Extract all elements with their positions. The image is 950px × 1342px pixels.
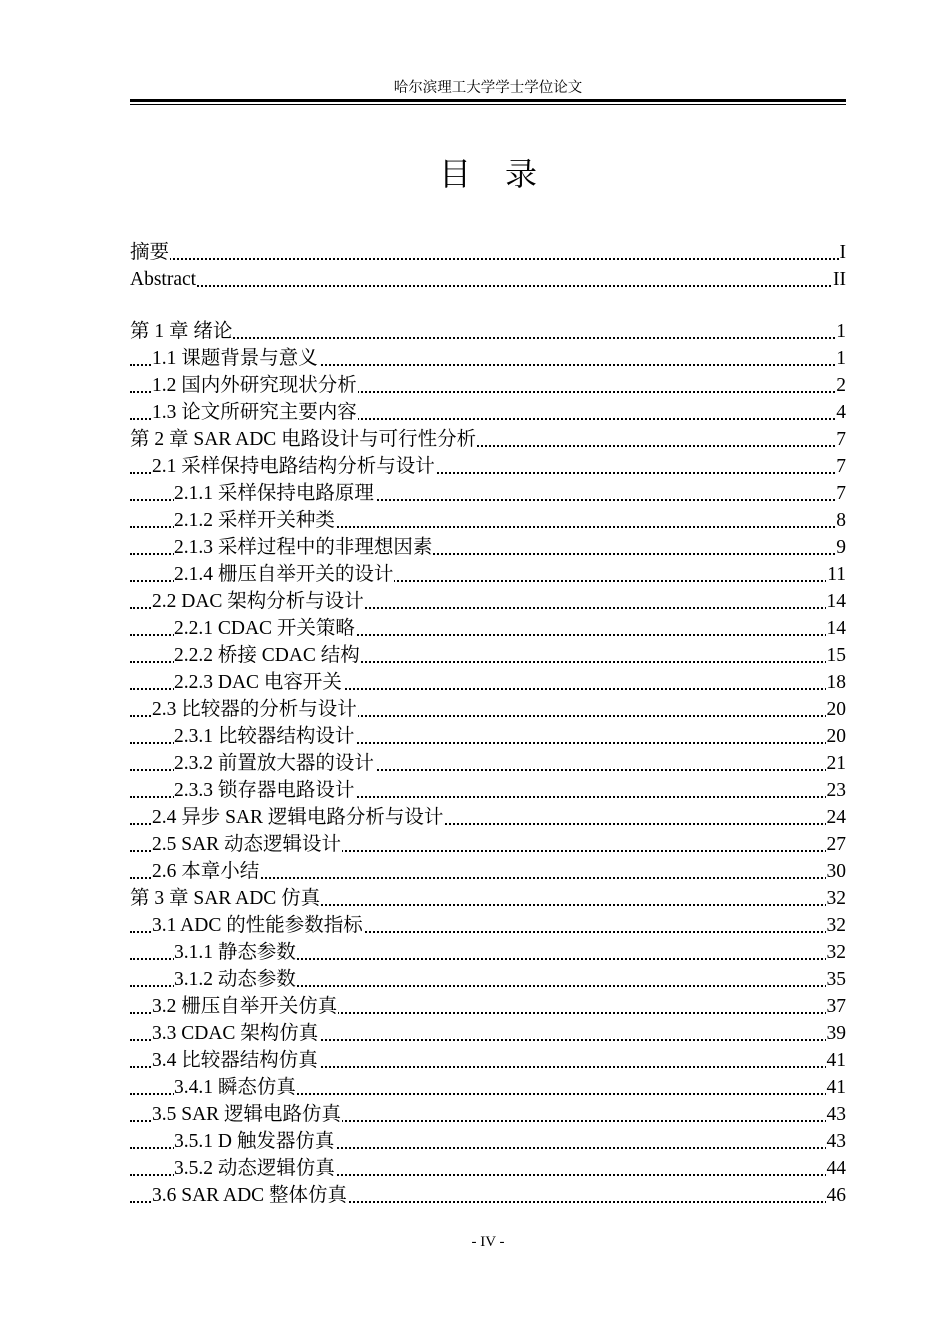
- toc-spacer: [130, 293, 846, 318]
- toc-entry-label: 2.3.2 前置放大器的设计: [174, 753, 374, 774]
- toc-entry-page: 30: [826, 858, 847, 885]
- toc-section-entry[interactable]: [130, 993, 846, 1020]
- toc-section-entry[interactable]: [130, 615, 846, 642]
- toc-entry-label: 3.5 SAR 逻辑电路仿真: [152, 1104, 342, 1125]
- toc-section-entry[interactable]: [130, 534, 846, 561]
- toc-entry-label: 2.4 异步 SAR 逻辑电路分析与设计: [152, 807, 444, 828]
- toc-section-entry[interactable]: [130, 696, 846, 723]
- toc-entry-page: 4: [835, 399, 846, 426]
- header-rule-thick: [130, 99, 846, 102]
- toc-entry-page: 43: [826, 1128, 847, 1155]
- toc-chapter-entry[interactable]: [130, 426, 846, 453]
- toc-section-entry[interactable]: [130, 561, 846, 588]
- toc-section-entry[interactable]: [130, 1047, 846, 1074]
- toc-entry-label: 2.1.3 采样过程中的非理想因素: [174, 537, 433, 558]
- toc-entry-page: II: [832, 266, 846, 293]
- toc-entry-label: 3.3 CDAC 架构仿真: [152, 1023, 319, 1044]
- toc-section-entry[interactable]: [130, 372, 846, 399]
- toc-entry-page: 32: [826, 885, 847, 912]
- toc-entries: [130, 318, 846, 1209]
- toc-entry-label: 1.3 论文所研究主要内容: [152, 402, 357, 423]
- toc-entry-label: 2.3.1 比较器结构设计: [174, 726, 355, 747]
- toc-entry-page: 43: [826, 1101, 847, 1128]
- toc-entry-label: 3.1.2 动态参数: [174, 969, 296, 990]
- toc-entry-page: 46: [826, 1182, 847, 1209]
- toc-entry-label: 2.2.3 DAC 电容开关: [174, 672, 342, 693]
- toc-entry-page: 20: [826, 696, 847, 723]
- toc-section-entry[interactable]: [130, 480, 846, 507]
- toc-entry-label: 2.3.3 锁存器电路设计: [174, 780, 355, 801]
- toc-section-entry[interactable]: [130, 1155, 846, 1182]
- toc-entry-page: 41: [826, 1074, 847, 1101]
- toc-section-entry[interactable]: [130, 912, 846, 939]
- toc-entry-page: 7: [835, 453, 846, 480]
- toc-section-entry[interactable]: [130, 1128, 846, 1155]
- toc-section-entry[interactable]: [130, 1074, 846, 1101]
- toc-section-entry[interactable]: [130, 507, 846, 534]
- toc-entry-page: 23: [826, 777, 847, 804]
- toc-entry-page: 7: [835, 426, 846, 453]
- toc-section-entry[interactable]: [130, 1182, 846, 1209]
- toc-entry-label: 2.1.2 采样开关种类: [174, 510, 335, 531]
- toc-section-entry[interactable]: [130, 777, 846, 804]
- page-number: - IV -: [471, 1234, 505, 1250]
- toc-entry-label: 2.6 本章小结: [152, 861, 260, 882]
- toc-entry-abstract-cn[interactable]: [130, 239, 846, 266]
- toc-entry-page: 44: [826, 1155, 847, 1182]
- toc-entry-label: 2.5 SAR 动态逻辑设计: [152, 834, 342, 855]
- toc-title: [130, 154, 846, 194]
- toc-entry-label: 3.5.1 D 触发器仿真: [174, 1131, 335, 1152]
- header-rule-thin: [130, 104, 846, 105]
- toc-entry-label: 3.4.1 瞬态仿真: [174, 1077, 296, 1098]
- toc-entry-page: 32: [826, 912, 847, 939]
- toc-entry-page: 35: [826, 966, 847, 993]
- toc-entry-label: 2.2 DAC 架构分析与设计: [152, 591, 364, 612]
- toc-entry-label: 3.5.2 动态逻辑仿真: [174, 1158, 335, 1179]
- toc-entry-label: 2.3 比较器的分析与设计: [152, 699, 357, 720]
- toc-entry-page: 1: [835, 345, 846, 372]
- toc-entry-page: 8: [835, 507, 846, 534]
- toc-entry-label: 2.2.2 桥接 CDAC 结构: [174, 645, 360, 666]
- toc-section-entry[interactable]: [130, 1020, 846, 1047]
- toc-entry-label: 1.2 国内外研究现状分析: [152, 375, 357, 396]
- toc-entry-page: 14: [826, 615, 847, 642]
- toc-section-entry[interactable]: [130, 399, 846, 426]
- toc-section-entry[interactable]: [130, 966, 846, 993]
- toc-chapter-entry[interactable]: [130, 885, 846, 912]
- toc-entry-page: 1: [835, 318, 846, 345]
- toc-entry-label: 摘要: [130, 242, 170, 263]
- table-of-contents: [130, 239, 846, 1209]
- toc-entry-page: 18: [826, 669, 847, 696]
- toc-entry-page: 2: [835, 372, 846, 399]
- toc-entry-page: 32: [826, 939, 847, 966]
- toc-title-part1: 目: [438, 156, 471, 192]
- toc-entry-page: 39: [826, 1020, 847, 1047]
- toc-entry-page: 14: [826, 588, 847, 615]
- toc-section-entry[interactable]: [130, 831, 846, 858]
- toc-entry-label: 3.6 SAR ADC 整体仿真: [152, 1185, 348, 1206]
- toc-section-entry[interactable]: [130, 804, 846, 831]
- toc-entry-label: 第 3 章 SAR ADC 仿真: [130, 888, 321, 909]
- toc-entry-page: 24: [826, 804, 847, 831]
- toc-section-entry[interactable]: [130, 669, 846, 696]
- toc-section-entry[interactable]: [130, 588, 846, 615]
- toc-entry-page: 15: [826, 642, 847, 669]
- toc-entry-label: Abstract: [130, 269, 197, 290]
- toc-entry-page: I: [839, 239, 847, 266]
- toc-entry-label: 3.4 比较器结构仿真: [152, 1050, 318, 1071]
- toc-entry-label: 2.1 采样保持电路结构分析与设计: [152, 456, 435, 477]
- toc-section-entry[interactable]: [130, 939, 846, 966]
- toc-entry-label: 第 1 章 绪论: [130, 321, 233, 342]
- toc-entry-label: 3.2 栅压自举开关仿真: [152, 996, 338, 1017]
- toc-entry-page: 20: [826, 723, 847, 750]
- toc-entry-label: 2.1.1 采样保持电路原理: [174, 483, 374, 504]
- toc-entry-page: 27: [826, 831, 847, 858]
- toc-entry-label: 2.1.4 栅压自举开关的设计: [174, 564, 394, 585]
- running-header: 哈尔滨理工大学学士学位论文: [393, 80, 583, 96]
- toc-entry-abstract-en[interactable]: [130, 266, 846, 293]
- toc-entry-label: 3.1 ADC 的性能参数指标: [152, 915, 363, 936]
- toc-section-entry[interactable]: [130, 345, 846, 372]
- toc-entry-page: 7: [835, 480, 846, 507]
- toc-entry-page: 37: [826, 993, 847, 1020]
- toc-section-entry[interactable]: [130, 453, 846, 480]
- toc-entry-page: 21: [826, 750, 847, 777]
- toc-entry-label: 1.1 课题背景与意义: [152, 348, 318, 369]
- toc-section-entry[interactable]: [130, 750, 846, 777]
- toc-entry-label: 3.1.1 静态参数: [174, 942, 296, 963]
- toc-entry-page: 9: [835, 534, 846, 561]
- toc-chapter-entry[interactable]: [130, 318, 846, 345]
- toc-entry-label: 第 2 章 SAR ADC 电路设计与可行性分析: [130, 429, 477, 450]
- toc-section-entry[interactable]: [130, 642, 846, 669]
- toc-entry-page: 11: [826, 561, 846, 588]
- toc-title-part2: 录: [505, 156, 538, 192]
- toc-entry-label: 2.2.1 CDAC 开关策略: [174, 618, 355, 639]
- toc-section-entry[interactable]: [130, 723, 846, 750]
- toc-section-entry[interactable]: [130, 1101, 846, 1128]
- toc-section-entry[interactable]: [130, 858, 846, 885]
- toc-entry-page: 41: [826, 1047, 847, 1074]
